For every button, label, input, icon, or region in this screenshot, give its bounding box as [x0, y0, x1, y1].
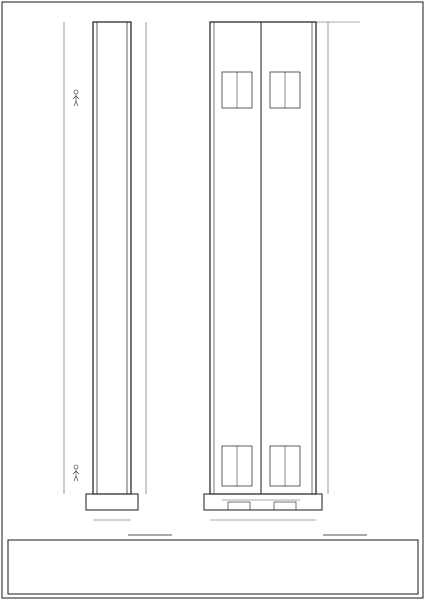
- dim-box: [228, 502, 250, 510]
- person-figure: [73, 465, 79, 481]
- sheet-border: [2, 2, 423, 598]
- left-elevator-pit: [86, 494, 138, 510]
- right-elevator-pit: [204, 494, 322, 510]
- right-elevation: [204, 22, 367, 535]
- dim-box: [274, 502, 296, 510]
- person-figure: [73, 90, 79, 106]
- left-elevation: [64, 22, 172, 535]
- left-shaft-outline: [93, 22, 131, 494]
- title-block: [8, 540, 418, 594]
